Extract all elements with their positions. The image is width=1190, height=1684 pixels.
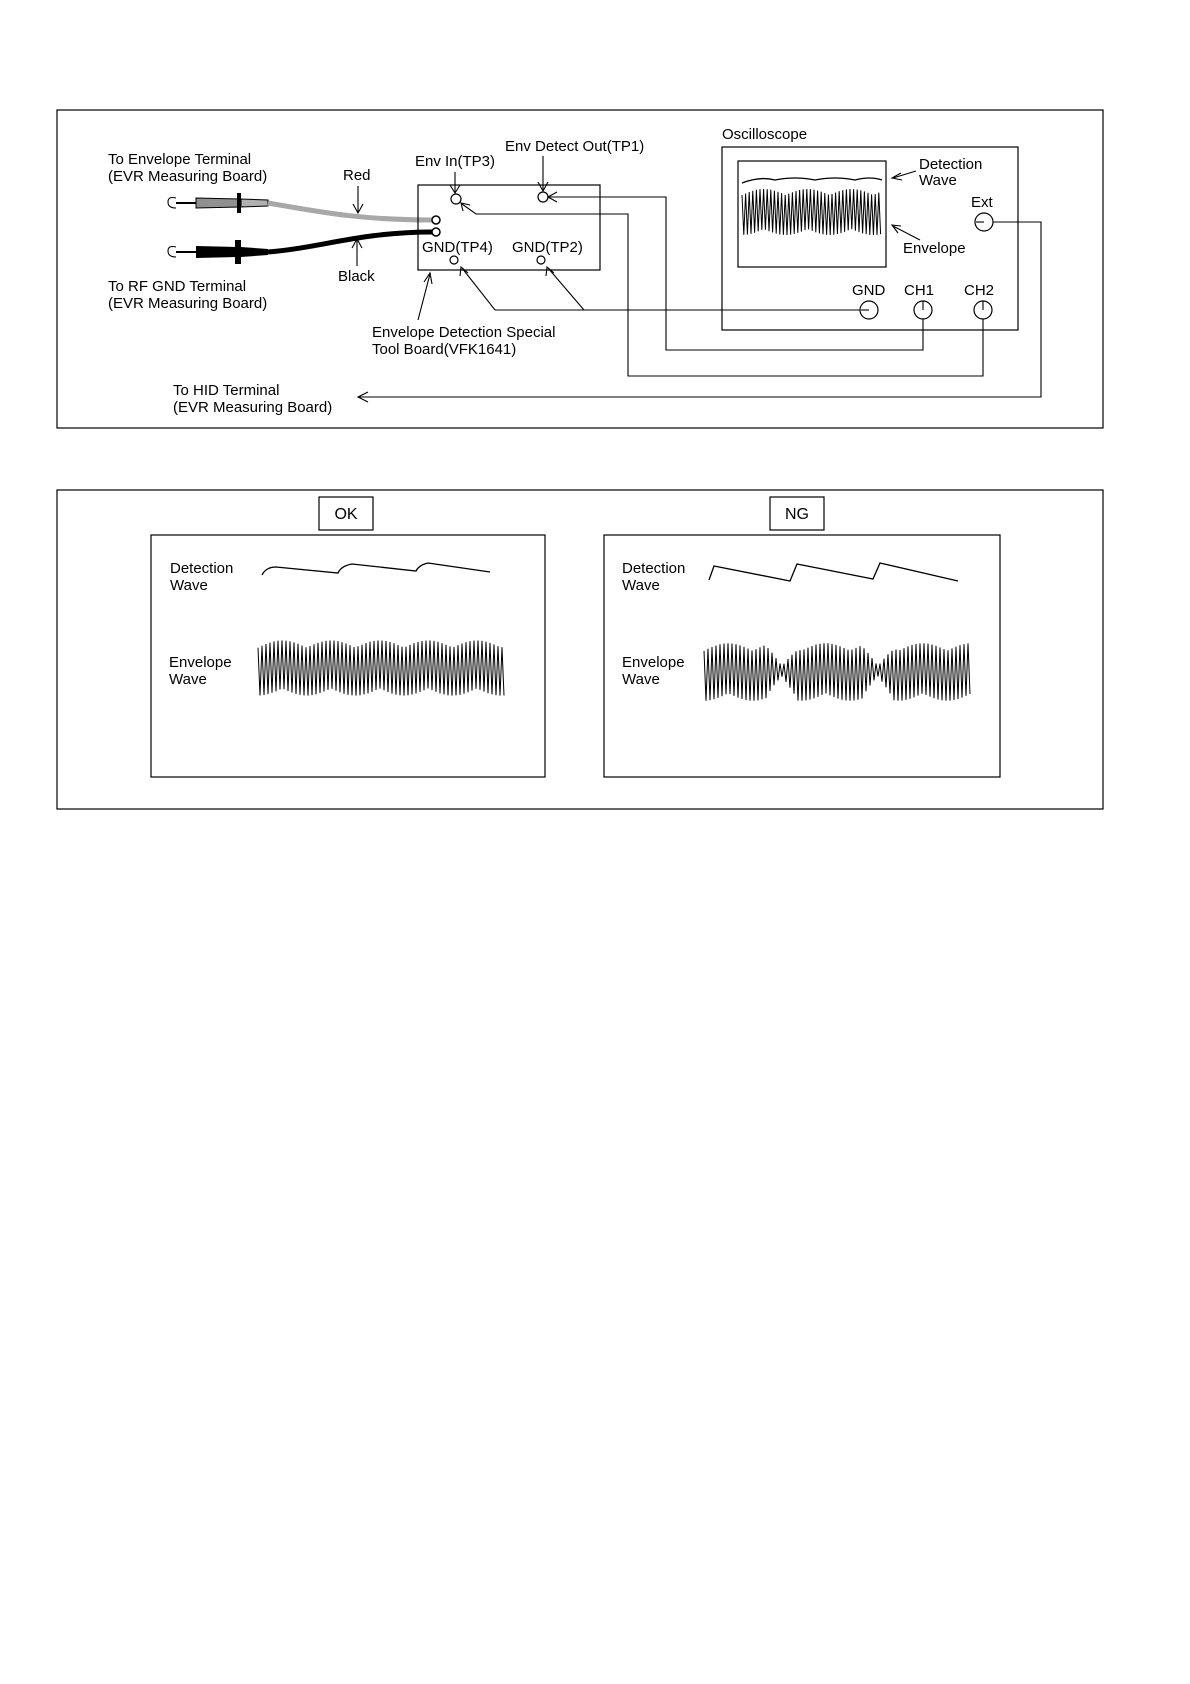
black-label: Black <box>338 268 375 285</box>
ng-envelope-wave-label-1: Envelope <box>622 654 685 671</box>
tool-board-label-1: Envelope Detection Special <box>372 324 556 341</box>
ng-detection-wave <box>709 563 958 581</box>
tp4-point <box>450 256 458 264</box>
gnd-connector-label: GND <box>852 282 886 299</box>
hid-terminal-label-1: To HID Terminal <box>173 382 280 399</box>
ok-envelope-wave <box>258 640 504 695</box>
tp1-point <box>538 192 548 202</box>
gnd-tp2-label: GND(TP2) <box>512 239 583 256</box>
tp2-point <box>537 256 545 264</box>
osc-envelope-label: Envelope <box>903 240 966 257</box>
rf-gnd-terminal-label-1: To RF GND Terminal <box>108 278 247 295</box>
probe-jack-black <box>432 228 440 236</box>
env-detect-out-label: Env Detect Out(TP1) <box>505 138 645 155</box>
ext-label: Ext <box>971 194 993 211</box>
ch1-connector-label: CH1 <box>904 282 935 299</box>
waveform-comparison-frame <box>57 490 1103 809</box>
red-probe <box>168 193 432 220</box>
red-label: Red <box>343 167 371 184</box>
ok-detection-wave-label-2: Wave <box>170 577 208 594</box>
ch2-connector-label: CH2 <box>964 282 995 299</box>
ok-detection-wave <box>262 563 490 575</box>
ok-label: OK <box>334 506 358 523</box>
tp3-point <box>451 194 461 204</box>
ng-detection-wave-label-1: Detection <box>622 560 686 577</box>
envelope-terminal-label-2: (EVR Measuring Board) <box>108 168 268 185</box>
black-probe <box>168 232 432 264</box>
gnd-tp4-label: GND(TP4) <box>422 239 493 256</box>
ng-detection-wave-label-2: Wave <box>622 577 660 594</box>
probe-jack-red <box>432 216 440 224</box>
screen-envelope-wave <box>742 189 881 235</box>
ok-detection-wave-label-1: Detection <box>170 560 234 577</box>
osc-detection-wave-label-2: Wave <box>919 172 957 189</box>
osc-detection-wave-label-1: Detection <box>919 156 983 173</box>
rf-gnd-terminal-label-2: (EVR Measuring Board) <box>108 295 268 312</box>
ng-envelope-wave <box>704 643 970 700</box>
tool-board <box>418 185 600 270</box>
hid-terminal-label-2: (EVR Measuring Board) <box>173 399 333 416</box>
env-in-label: Env In(TP3) <box>415 153 496 170</box>
wiring <box>358 192 1041 402</box>
oscilloscope-label: Oscilloscope <box>722 126 808 143</box>
ok-envelope-wave-label-2: Wave <box>169 671 207 688</box>
ok-envelope-wave-label-1: Envelope <box>169 654 232 671</box>
ng-envelope-wave-label-2: Wave <box>622 671 660 688</box>
tool-board-label-2: Tool Board(VFK1641) <box>372 341 517 358</box>
ng-label: NG <box>785 506 809 523</box>
envelope-terminal-label-1: To Envelope Terminal <box>108 151 252 168</box>
screen-detection-wave <box>742 178 882 183</box>
